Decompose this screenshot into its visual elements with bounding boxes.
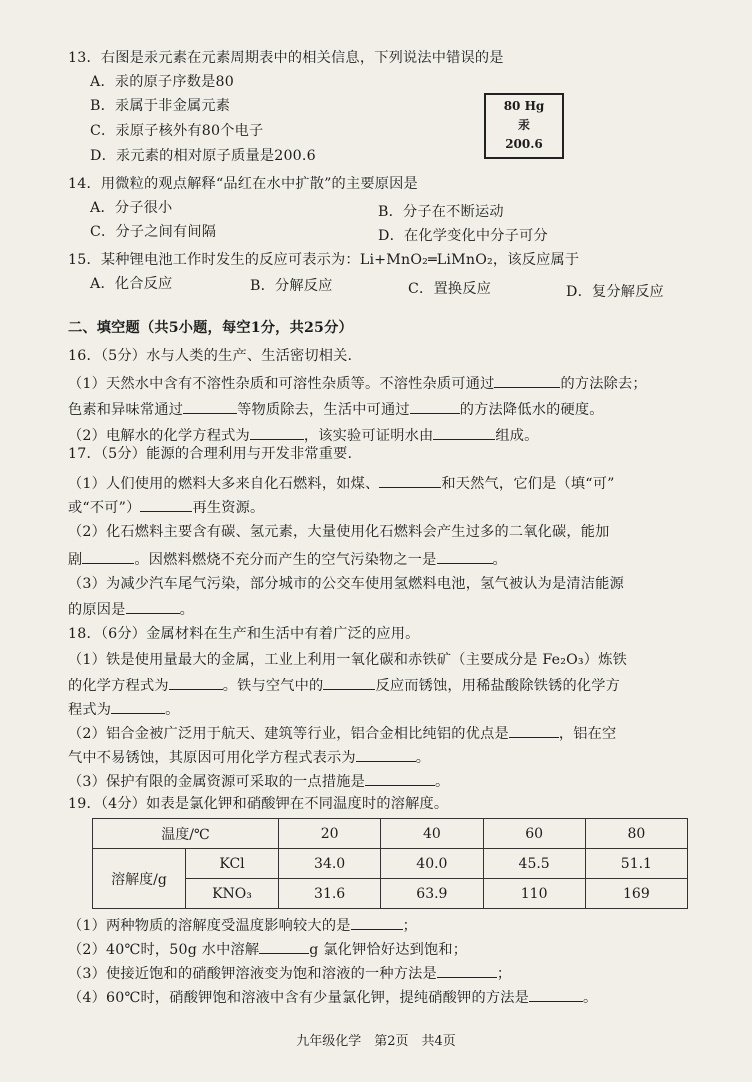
table-row [93, 819, 688, 849]
q14-option-d: D．在化学变化中分子可分 [378, 228, 548, 244]
answer-blank[interactable] [82, 548, 134, 564]
q17-line6: 的原因是 。 [68, 598, 194, 620]
q13-option-a: A．汞的原子序数是80 [90, 74, 234, 90]
element-mass: 200.6 [505, 137, 543, 151]
q17-line2: 或“不可”） 再生资源。 [68, 496, 264, 518]
q17-line5: （3）为减少汽车尾气污染，部分城市的公交车使用氢燃料电池，氢气被认为是清洁能源 [68, 576, 624, 592]
table-row [93, 849, 688, 879]
q17-line3: （2）化石燃料主要含有碳、氢元素，大量使用化石燃料会产生过多的二氧化碳，能加 [68, 524, 610, 540]
q18-stem: 18．（6分）金属材料在生产和生活中有着广泛的应用。 [68, 626, 420, 642]
kno3-label: KNO₃ [186, 879, 279, 909]
table-cell: 169 [585, 879, 687, 909]
q17-line1: （1）人们使用的燃料大多来自化石燃料，如煤、 和天然气，它们是（填“可” [68, 472, 615, 494]
answer-blank[interactable] [250, 424, 304, 440]
table-cell: 45.5 [483, 849, 585, 879]
q13-stem: 13．右图是汞元素在元素周期表中的相关信息，下列说法中错误的是 [68, 50, 504, 66]
q19-line3: （3）使接近饱和的硝酸钾溶液变为饱和溶液的一种方法是 ； [68, 962, 511, 984]
answer-blank[interactable] [509, 722, 559, 738]
q18-line4: （2）铝合金被广泛用于航天、建筑等行业，铝合金相比纯铝的优点是 ，铝在空 [68, 722, 616, 744]
q18-line1: （1）铁是使用量最大的金属，工业上利用一氧化碳和赤铁矿（主要成分是 Fe₂O₃）炼铁 [68, 652, 627, 668]
element-number-symbol: 80 Hg [503, 99, 545, 113]
answer-blank[interactable] [323, 674, 375, 690]
answer-blank[interactable] [494, 372, 560, 388]
table-cell: 80 [585, 819, 687, 849]
q15-option-a: A．化合反应 [90, 276, 173, 292]
answer-blank[interactable] [365, 770, 435, 786]
q13-option-c: C．汞原子核外有80个电子 [90, 123, 264, 139]
element-name: 汞 [517, 118, 530, 132]
mercury-element-card [484, 93, 564, 159]
q17-stem: 17．（5分）能源的合理利用与开发非常重要. [68, 446, 353, 462]
answer-blank[interactable] [379, 472, 441, 488]
q18-line5: 气中不易锈蚀，其原因可用化学方程式表示为 。 [68, 746, 430, 768]
answer-blank[interactable] [259, 938, 309, 954]
q14-option-c: C．分子之间有间隔 [90, 224, 217, 240]
q18-line6: （3）保护有限的金属资源可采取的一点措施是 。 [68, 770, 449, 792]
table-cell: 40 [381, 819, 483, 849]
table-cell: 63.9 [381, 879, 483, 909]
q14-option-b: B．分子在不断运动 [378, 204, 504, 220]
q15-option-b: B．分解反应 [250, 278, 333, 294]
answer-blank[interactable] [140, 496, 192, 512]
table-cell: 34.0 [279, 849, 381, 879]
solubility-table [92, 818, 688, 909]
q19-line4: （4）60℃时，硝酸钾饱和溶液中含有少量氯化钾，提纯硝酸钾的方法是 。 [68, 986, 597, 1008]
q19-stem: 19．（4分）如表是氯化钾和硝酸钾在不同温度时的溶解度。 [68, 796, 449, 812]
q17-line4: 剧 。因燃料燃烧不充分而产生的空气污染物之一是 。 [68, 548, 507, 570]
solubility-header: 溶解度/g [93, 849, 186, 909]
q18-line2: 的化学方程式为 。铁与空气中的 反应而锈蚀，用稀盐酸除铁锈的化学方 [68, 674, 620, 696]
q14-stem: 14．用微粒的观点解释“品红在水中扩散”的主要原因是 [68, 176, 418, 192]
answer-blank[interactable] [433, 424, 495, 440]
answer-blank[interactable] [437, 962, 497, 978]
q13-option-b: B．汞属于非金属元素 [90, 98, 231, 114]
answer-blank[interactable] [437, 548, 493, 564]
q18-line3: 程式为 。 [68, 698, 180, 720]
q15-option-c: C．置换反应 [408, 281, 491, 297]
answer-blank[interactable] [183, 398, 237, 414]
answer-blank[interactable] [351, 914, 403, 930]
temp-header: 温度/℃ [93, 819, 279, 849]
answer-blank[interactable] [111, 698, 165, 714]
q16-line3: （2）电解水的化学方程式为 ，该实验可证明水由 组成。 [68, 424, 539, 446]
q15-stem: 15．某种锂电池工作时发生的反应可表示为：Li+MnO₂═LiMnO₂，该反应属于 [68, 252, 580, 268]
q15-option-d: D．复分解反应 [566, 284, 664, 300]
page-footer: 九年级化学 第2页 共4页 [296, 1034, 456, 1049]
table-cell: 60 [483, 819, 585, 849]
table-cell: 40.0 [381, 849, 483, 879]
kcl-label: KCl [186, 849, 279, 879]
q13-option-d: D．汞元素的相对原子质量是200.6 [90, 148, 316, 164]
table-cell: 51.1 [585, 849, 687, 879]
answer-blank[interactable] [126, 598, 180, 614]
answer-blank[interactable] [169, 674, 223, 690]
q19-line1: （1）两种物质的溶解度受温度影响较大的是 ； [68, 914, 417, 936]
q16-line2: 色素和异味常通过 等物质除去，生活中可通过 的方法降低水的硬度。 [68, 398, 604, 420]
table-cell: 110 [483, 879, 585, 909]
q19-line2: （2）40℃时，50g 水中溶解 g 氯化钾恰好达到饱和； [68, 938, 467, 960]
answer-blank[interactable] [410, 398, 460, 414]
section-title: 二、填空题（共5小题，每空1分，共25分） [68, 320, 353, 336]
table-cell: 31.6 [279, 879, 381, 909]
q16-stem: 16．（5分）水与人类的生产、生活密切相关. [68, 348, 353, 364]
q16-line1: （1）天然水中含有不溶性杂质和可溶性杂质等。不溶性杂质可通过 的方法除去； [68, 372, 647, 394]
answer-blank[interactable] [356, 746, 416, 762]
answer-blank[interactable] [529, 986, 583, 1002]
table-cell: 20 [279, 819, 381, 849]
q14-option-a: A．分子很小 [90, 200, 173, 216]
